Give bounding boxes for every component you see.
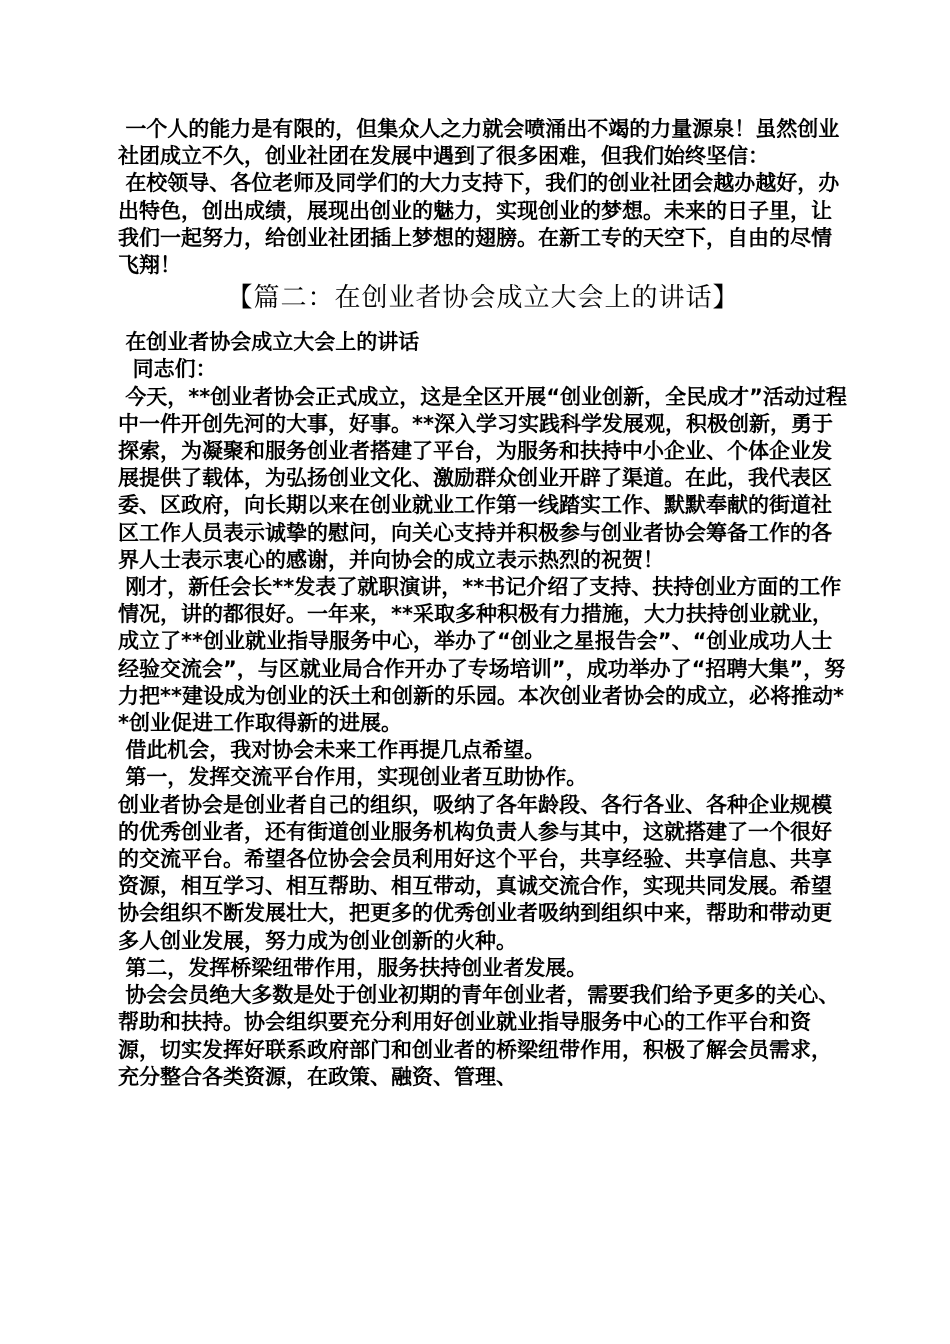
- point-heading: 第一，发挥交流平台作用，实现创业者互助协作。: [118, 765, 588, 790]
- paragraph: 在校领导、各位老师及同学们的大力支持下，我们的创业社团会越办越好，办出特色，创出成绩，展现出创业的魅力，实现创业的梦想。未来的日子里，让我们一起努力，给创业社团插上梦想的翅膀。在新工专的天空下，自由的尽情飞翔！: [118, 171, 840, 278]
- paragraph: 借此机会，我对协会未来工作再提几点希望。: [118, 738, 546, 763]
- paragraph: 一个人的能力是有限的，但集众人之力就会喷涌出不竭的力量源泉！虽然创业社团成立不久，创业社团在发展中遇到了很多困难，但我们始终坚信：: [118, 117, 840, 169]
- paragraph: 刚才，新任会长**发表了就职演讲，**书记介绍了支持、扶持创业方面的工作情况，讲的都很好。一年来，**采取多种积极有力措施，大力扶持创业就业，成立了**创业就业指导服务中心，举办了“创业之星报告会”、“创业成功人士经验交流会”，与区就业局合作开办了专场培训”，成功举办了“招聘大集”，努力把**建设成为创业的沃土和创新的乐园。本次创业者协会的成立，必将推动**创业促进工作取得新的进展。: [118, 575, 846, 736]
- paragraph: 协会会员绝大多数是处于创业初期的青年创业者，需要我们给予更多的关心、帮助和扶持。协会组织要充分利用好创业就业指导服务中心的工作平台和资源，切实发挥好联系政府部门和创业者的桥梁纽带作用，积极了解会员需求，充分整合各类资源，在政策、融资、管理、: [118, 983, 840, 1089]
- document-body: [118, 116, 848, 1091]
- paragraph: 创业者协会是创业者自己的组织，吸纳了各年龄段、各行各业、各种企业规模的优秀创业者，还有街道创业服务机构负责人参与其中，这就搭建了一个很好的交流平台。希望各位协会会员利用好这个平台，共享经验、共享信息、共享资源，相互学习、相互帮助、相互带动，真诚交流合作，实现共同发展。希望协会组织不断发展壮大，把更多的优秀创业者吸纳到组织中来，帮助和带动更多人创业发展，努力成为创业创新的火种。: [118, 792, 832, 953]
- salutation: 同志们：: [118, 357, 217, 382]
- point-heading: 第二，发挥桥梁纽带作用，服务扶持创业者发展。: [118, 955, 588, 980]
- paragraph: 今天，**创业者协会正式成立，这是全区开展“创业创新，全民成才”活动过程中一件开创先河的大事，好事。**深入学习实践科学发展观，积极创新，勇于探索，为凝聚和服务创业者搭建了平台，为服务和扶持中小企业、个体企业发展提供了载体，为弘扬创业文化、激励群众创业开辟了渠道。在此，我代表区委、区政府，向长期以来在创业就业工作第一线踏实工作、默默奉献的街道社区工作人员表示诚挚的慰问，向关心支持并积极参与创业者协会筹备工作的各界人士表示衷心的感谢，并向协会的成立表示热烈的祝贺！: [118, 384, 847, 572]
- speech-title: 在创业者协会成立大会上的讲话: [118, 330, 420, 355]
- section-heading: 【篇二：在创业者协会成立大会上的讲话】: [226, 283, 740, 314]
